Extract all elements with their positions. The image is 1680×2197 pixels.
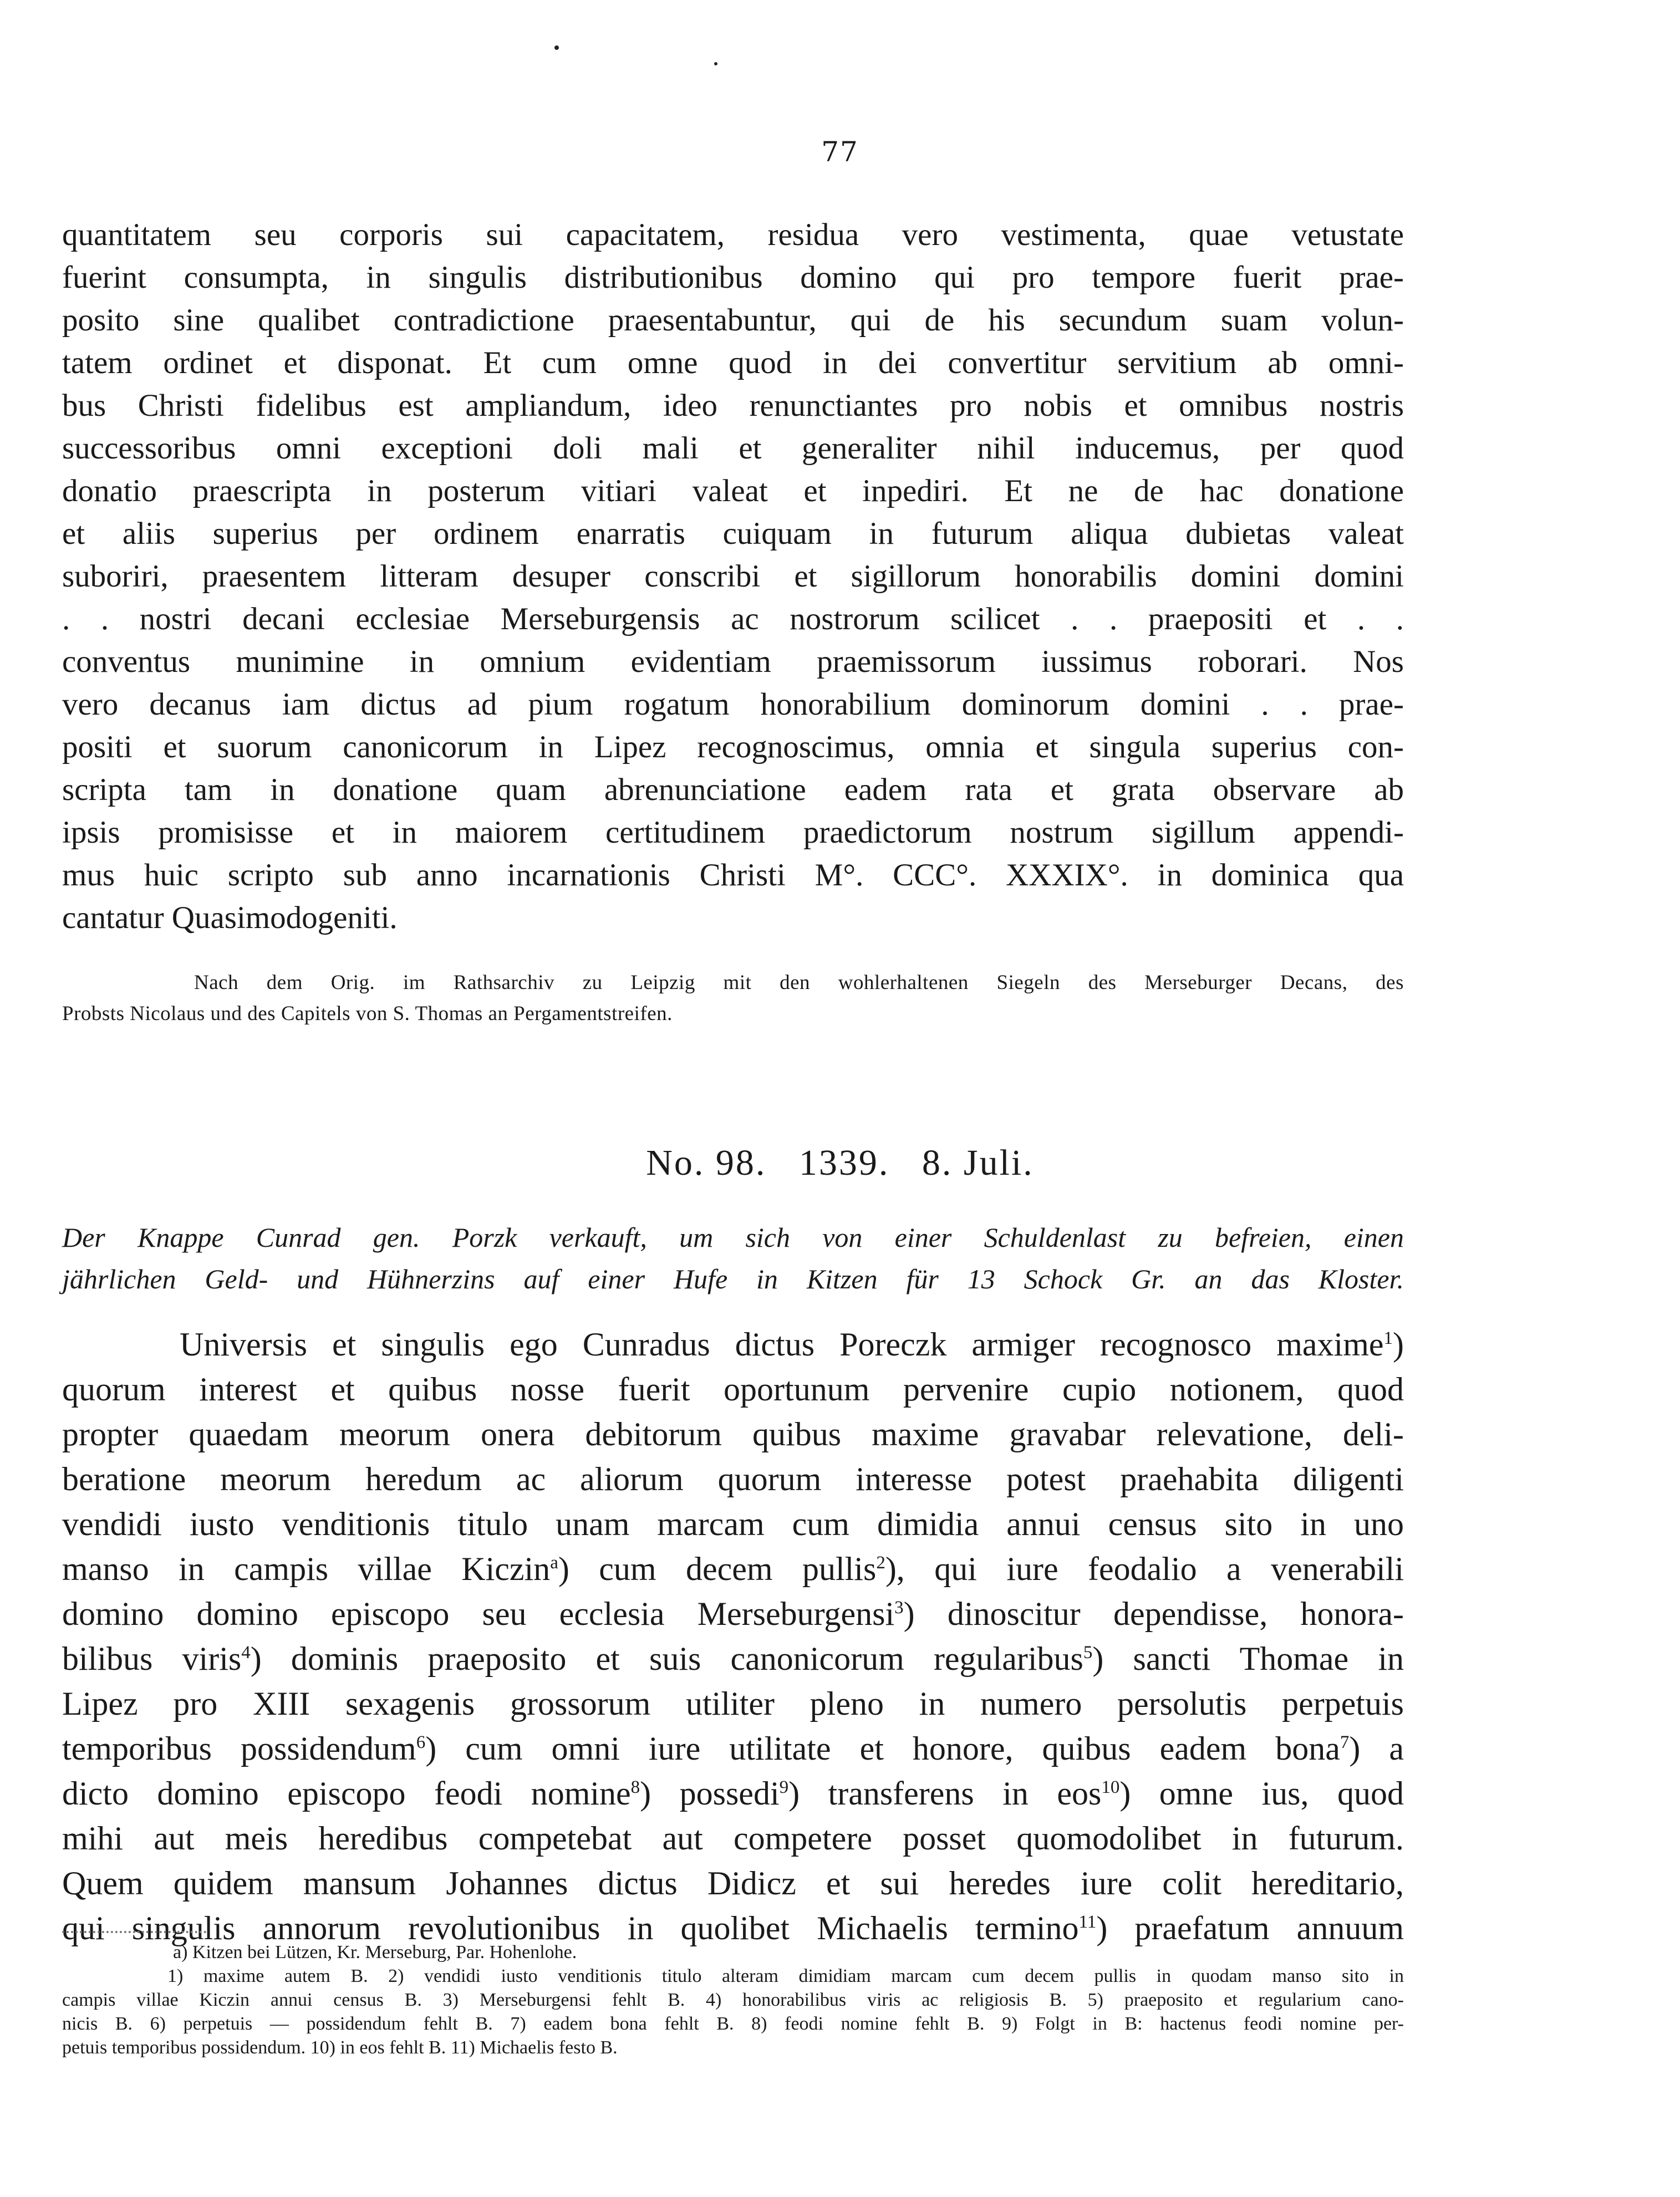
text-line: tatem ordinet et disponat. Et cum omne quod in dei convertitur servitium ab omni-	[62, 345, 1404, 380]
page-number: 77	[821, 136, 859, 168]
footnote-line: 1) maxime autem B. 2) vendidi iusto venditionis titulo alteram dimidiam marcam cum decem pullis in quodam manso sito in	[167, 1966, 1404, 1986]
charter-line: dicto domino episcopo feodi nomine$^8$) possedi$^9$) transferens in eos$^{10}$) omne ius, quod	[62, 1775, 1404, 1812]
text-line: ipsis promisisse et in maiorem certitudinem praedictorum nostrum sigillum appendi-	[62, 815, 1404, 850]
source-note-line: Nach dem Orig. im Rathsarchiv zu Leipzig mit den wohlerhaltenen Siegeln des Merseburger Decans, des	[194, 971, 1404, 994]
document-heading	[0, 1142, 1680, 1184]
footnote-marker: 10	[1101, 1777, 1120, 1797]
text-line: . . nostri decani ecclesiae Merseburgensis ac nostrorum scilicet . . praepositi et . .	[62, 602, 1404, 636]
document-date: 8. Juli.	[922, 1143, 1034, 1183]
charter-line: Universis et singulis ego Cunradus dictus Poreczk armiger recognosco maxime$^1$)	[180, 1326, 1404, 1363]
footnote-line: a) Kitzen bei Lützen, Kr. Merseburg, Par. Hohenlohe.	[173, 1942, 577, 1962]
charter-line: bilibus viris$^4$) dominis praeposito et suis canonicorum regularibus$^5$) sancti Thomae in	[62, 1640, 1404, 1677]
text-line: quantitatem seu corporis sui capacitatem, residua vero vestimenta, quae vetustate	[62, 217, 1404, 252]
footnote-marker: 7	[1340, 1732, 1350, 1752]
footnote-marker: 3	[894, 1598, 904, 1618]
footnote-marker: 4	[241, 1643, 251, 1663]
document-number: No. 98.	[646, 1143, 767, 1183]
text-line: successoribus omni exceptioni doli mali et generaliter nihil inducemus, per quod	[62, 431, 1404, 466]
text-line: scripta tam in donatione quam abrenunciatione eadem rata et grata observare ab	[62, 772, 1404, 807]
document-year: 1339.	[798, 1143, 890, 1183]
charter-line: beratione meorum heredum ac aliorum quorum interesse potest praehabita diligenti	[62, 1461, 1404, 1497]
text-line: suboriri, praesentem litteram desuper conscribi et sigillorum honorabilis domini domini	[62, 559, 1404, 594]
footnote-marker: 1	[1383, 1328, 1393, 1348]
footnote-marker: 6	[416, 1732, 426, 1752]
scan-speck	[554, 45, 559, 50]
footnote-marker: 5	[1083, 1643, 1093, 1663]
charter-line: manso in campis villae Kiczin$^a$) cum decem pullis$^2$), qui iure feodalio a venerabili	[62, 1551, 1404, 1587]
charter-line: propter quaedam meorum onera debitorum quibus maxime gravabar relevatione, deli-	[62, 1416, 1404, 1452]
charter-line: vendidi iusto venditionis titulo unam marcam cum dimidia annui census sito in uno	[62, 1506, 1404, 1542]
charter-line: qui singulis annorum revolutionibus in quolibet Michaelis termino$^{11}$) praefatum annuum	[62, 1910, 1404, 1946]
footnote-marker: 9	[779, 1777, 789, 1797]
footnote-line: petuis temporibus possidendum. 10) in eos fehlt B. 11) Michaelis festo B.	[62, 2037, 618, 2058]
text-line: mus huic scripto sub anno incarnationis Christi M°. CCC°. XXXIX°. in dominica qua	[62, 858, 1404, 893]
footnote-marker: a	[550, 1553, 558, 1573]
charter-line: domino domino episcopo seu ecclesia Merseburgensi$^3$) dinoscitur dependisse, honora-	[62, 1595, 1404, 1632]
charter-line: mihi aut meis heredibus competebat aut competere posset quomodolibet in futurum.	[62, 1820, 1404, 1857]
charter-line: temporibus possidendum$^6$) cum omni iure utilitate et honore, quibus eadem bona$^7$) a	[62, 1730, 1404, 1767]
source-note-line: Probsts Nicolaus und des Capitels von S. Thomas an Pergamentstreifen.	[62, 1002, 673, 1025]
footnote-marker: 11	[1078, 1912, 1097, 1932]
continued-charter-text	[62, 213, 1404, 939]
charter-line: Lipez pro XIII sexagenis grossorum utiliter pleno in numero persolutis perpetuis	[62, 1685, 1404, 1722]
text-line: cantatur Quasimodogeniti.	[62, 900, 398, 935]
text-line: et aliis superius per ordinem enarratis cuiquam in futurum aliqua dubietas valeat	[62, 516, 1404, 551]
text-line: posito sine qualibet contradictione praesentabuntur, qui de his secundum suam volun-	[62, 303, 1404, 338]
charter-line: Quem quidem mansum Johannes dictus Didicz et sui heredes iure colit hereditario,	[62, 1865, 1404, 1902]
summary-line: Der Knappe Cunrad gen. Porzk verkauft, um sich von einer Schuldenlast zu befreien, einen	[62, 1222, 1404, 1253]
summary-line: jährlichen Geld- und Hühnerzins auf einer Hufe in Kitzen für 13 Schock Gr. an das Kloster.	[62, 1263, 1404, 1294]
text-line: vero decanus iam dictus ad pium rogatum honorabilium dominorum domini . . prae-	[62, 687, 1404, 722]
footnote-marker: 2	[876, 1553, 885, 1573]
footnote-marker: 8	[630, 1777, 640, 1797]
charter-line: quorum interest et quibus nosse fuerit oportunum pervenire cupio notionem, quod	[62, 1371, 1404, 1408]
document-summary	[62, 1217, 1404, 1300]
text-line: conventus munimine in omnium evidentiam praemissorum iussimus roborari. Nos	[62, 644, 1404, 679]
footnote-line: campis villae Kiczin annui census B. 3) Merseburgensi fehlt B. 4) honorabilibus viris ac religiosis B. 5) praeposito et regularium cano-	[62, 1990, 1404, 2010]
source-note	[62, 967, 1404, 1029]
footnote-line: nicis B. 6) perpetuis — possidendum fehlt B. 7) eadem bona fehlt B. 8) feodi nomine fehlt B. 9) Folgt in B: hactenus feodi nomine per-	[62, 2014, 1404, 2034]
scan-speck	[714, 62, 717, 65]
charter-text	[62, 1322, 1404, 1951]
text-line: positi et suorum canonicorum in Lipez recognoscimus, omnia et singula superius con-	[62, 730, 1404, 764]
footnotes	[62, 1940, 1404, 2060]
footnote-separator	[62, 1931, 206, 1933]
text-line: bus Christi fidelibus est ampliandum, ideo renunctiantes pro nobis et omnibus nostris	[62, 388, 1404, 423]
text-line: fuerint consumpta, in singulis distributionibus domino qui pro tempore fuerit prae-	[62, 260, 1404, 295]
text-line: donatio praescripta in posterum vitiari valeat et inpediri. Et ne de hac donatione	[62, 473, 1404, 508]
